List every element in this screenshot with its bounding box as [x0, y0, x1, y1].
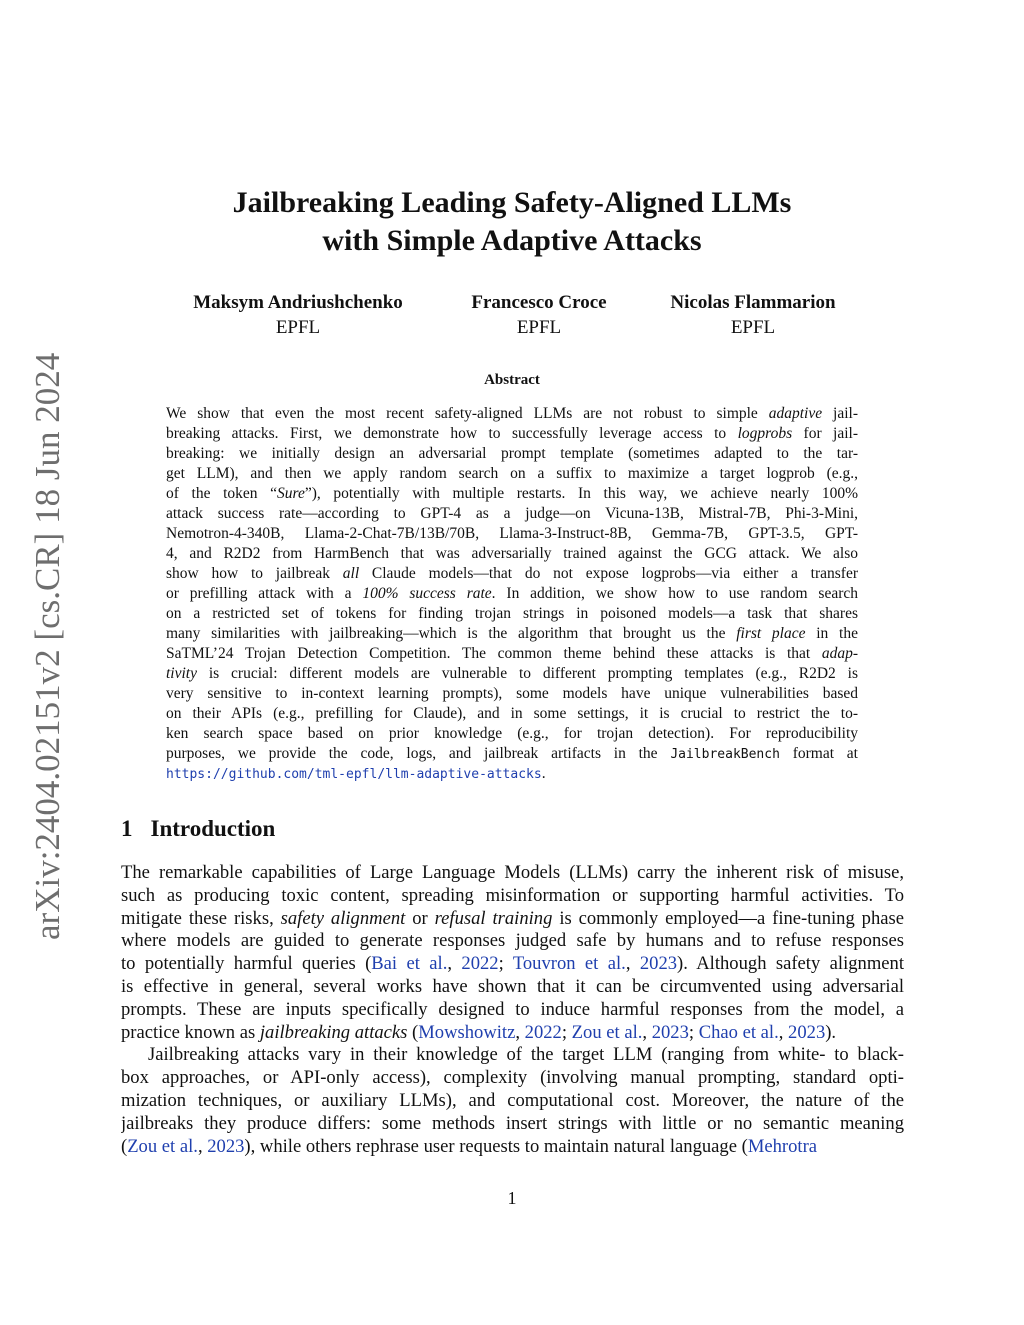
text-run: or prefilling attack with a — [166, 585, 363, 602]
text-run: Jailbreaking attacks vary in their knowledge of the target LLM (ranging from white- to black- — [148, 1044, 904, 1066]
author-affiliation: EPFL — [730, 317, 776, 338]
abstract-line — [166, 424, 858, 444]
text-run: breaking: we initially design an adversarial prompt template (sometimes adapted to the tar- — [166, 445, 858, 462]
abstract-line — [166, 444, 858, 464]
text-run: , — [642, 1021, 652, 1043]
citation-link[interactable]: 2023 — [207, 1135, 245, 1157]
text-run: prompts. These are inputs specifically designed to induce harmful responses from the model, a — [121, 998, 904, 1020]
body-line — [121, 908, 904, 931]
text-run: ), while others rephrase user requests to maintain natural language ( — [244, 1135, 748, 1157]
text-run: ). Although safety alignment — [677, 953, 904, 975]
body-line — [121, 953, 904, 976]
abstract-line — [166, 744, 858, 764]
text-run: ( — [407, 1021, 419, 1043]
abstract-body — [166, 404, 858, 784]
title-line-1: Jailbreaking Leading Safety-Aligned LLMs — [232, 186, 792, 219]
abstract-line — [166, 524, 858, 544]
text-run: , — [625, 953, 640, 975]
citation-link[interactable]: 2023 — [639, 953, 678, 975]
text-run: ken search space based on prior knowledge (e.g., for trojan detection). For reproducibility — [166, 725, 858, 742]
abstract-line — [166, 504, 858, 524]
author-name: Francesco Croce — [471, 292, 607, 313]
text-run: breaking attacks. First, we demonstrate how to successfully leverage access to — [166, 425, 738, 442]
text-run: very sensitive to in-context learning prompts), some models have unique vulnerabilities based — [166, 685, 858, 702]
text-run: ( — [121, 1135, 128, 1157]
text-run: such as producing toxic content, spreading misinformation or supporting harmful activities. To — [121, 884, 904, 906]
emphasis: 100% success rate — [362, 585, 492, 602]
body-line — [121, 1044, 904, 1067]
emphasis: jailbreaking attacks — [259, 1021, 408, 1043]
text-run: format at — [779, 745, 858, 762]
text-run: of the token “ — [166, 485, 278, 502]
text-run: , — [447, 953, 462, 975]
text-run: in the — [805, 625, 858, 642]
body-line — [121, 930, 904, 953]
author-1 — [178, 290, 418, 340]
section-heading — [121, 816, 275, 842]
section-title: Introduction — [150, 816, 276, 841]
citation-link[interactable]: Chao et al. — [698, 1021, 779, 1043]
text-run: where models are guided to generate responses judged safe by humans and to refuse responses — [121, 930, 904, 952]
abstract-line — [166, 404, 858, 424]
text-run: on a restricted set of tokens for finding trojan strings in poisoned models—a task that shares — [166, 605, 858, 622]
author-3 — [658, 290, 848, 340]
emphasis: first place — [736, 625, 806, 642]
text-run: attack success rate—according to GPT-4 as a judge—on Vicuna-13B, Mistral-7B, Phi-3-Mini, — [166, 505, 858, 522]
emphasis: logprobs — [737, 425, 793, 442]
body-line — [121, 1067, 904, 1090]
text-run: mization techniques, or auxiliary LLMs), and computational cost. Moreover, the nature of the — [121, 1089, 904, 1111]
abstract-line — [166, 644, 858, 664]
arxiv-identifier: arXiv:2404.02151v2 [cs.CR] 18 Jun 2024 — [28, 352, 67, 940]
text-run: practice known as — [121, 1021, 260, 1043]
abstract-line — [166, 724, 858, 744]
author-name: Nicolas Flammarion — [670, 292, 836, 313]
text-run: ”), potentially with multiple restarts. In this way, we achieve nearly 100% — [304, 485, 858, 502]
body-line — [121, 1022, 904, 1045]
text-run: We show that even the most recent safety-aligned LLMs are not robust to simple — [166, 405, 769, 422]
citation-link[interactable]: Zou et al. — [571, 1021, 643, 1043]
text-run: , — [515, 1021, 525, 1043]
abstract-heading: Abstract — [484, 372, 540, 388]
code-text: JailbreakBench — [670, 747, 780, 762]
text-run: ; — [561, 1021, 572, 1043]
text-run: The remarkable capabilities of Large Language Models (LLMs) carry the inherent risk of misuse, — [121, 862, 904, 883]
text-run: . — [541, 765, 546, 782]
text-run: jailbreaks they produce differs: some methods insert strings with little or no semantic meaning — [121, 1112, 904, 1134]
title-line-2: with Simple Adaptive Attacks — [322, 224, 702, 257]
text-run: , — [778, 1021, 789, 1043]
body-line — [121, 1090, 904, 1113]
abstract-line — [166, 564, 858, 584]
text-run: or — [405, 907, 435, 929]
text-run: many similarities with jailbreaking—which is the algorithm that brought us the — [166, 625, 737, 642]
abstract-line — [166, 684, 858, 704]
citation-link[interactable]: Mowshowitz — [418, 1021, 516, 1043]
text-run: ; — [498, 953, 513, 975]
author-name: Maksym Andriushchenko — [193, 292, 403, 313]
citation-link[interactable]: Bai et al. — [371, 953, 448, 975]
emphasis: refusal training — [434, 907, 553, 929]
author-2 — [464, 290, 614, 340]
text-run: to potentially harmful queries ( — [121, 953, 372, 975]
text-run: ; — [688, 1021, 699, 1043]
body-line — [121, 862, 904, 885]
citation-link[interactable]: Mehrotra — [747, 1135, 818, 1157]
text-run: is effective in general, several works have shown that it can be circumvented using adversarial — [121, 975, 904, 997]
body-line — [121, 1113, 904, 1136]
text-run: SaTML’24 Trojan Detection Competition. The common theme behind these attacks is that — [166, 645, 822, 662]
text-run: for jail- — [792, 425, 858, 442]
text-run: ). — [825, 1021, 837, 1043]
body-line — [121, 885, 904, 908]
emphasis: adap- — [821, 645, 858, 662]
emphasis: safety alignment — [280, 907, 406, 929]
text-run: . In addition, we show how to use random search — [491, 585, 858, 602]
abstract-line — [166, 484, 858, 504]
abstract-line — [166, 764, 858, 784]
text-run: , — [197, 1135, 208, 1157]
text-run: jail- — [822, 405, 858, 422]
emphasis: Sure — [277, 485, 305, 502]
page-number: 1 — [507, 1188, 517, 1208]
text-run: get LLM), and then we apply random search on a suffix to maximize a target logprob (e.g., — [166, 465, 858, 482]
citation-link[interactable]: Touvron et al. — [512, 953, 626, 975]
body-line — [121, 976, 904, 999]
citation-link[interactable]: 2023 — [651, 1021, 689, 1043]
text-run: show how to jailbreak — [166, 565, 343, 582]
emphasis: adaptive — [768, 405, 823, 422]
abstract-line — [166, 664, 858, 684]
citation-link[interactable]: 2023 — [788, 1021, 826, 1043]
text-run: purposes, we provide the code, logs, and jailbreak artifacts in the — [166, 745, 671, 762]
text-run: Claude models—that do not expose logprobs—via either a transfer — [359, 565, 858, 582]
emphasis: all — [342, 565, 360, 582]
author-affiliation: EPFL — [516, 317, 562, 338]
abstract-line — [166, 584, 858, 604]
text-run: Nemotron-4-340B, Llama-2-Chat-7B/13B/70B, Llama-3-Instruct-8B, Gemma-7B, GPT-3.5, GPT- — [166, 525, 858, 542]
text-run: box approaches, or API-only access), complexity (involving manual prompting, standard opti- — [121, 1067, 904, 1089]
abstract-line — [166, 624, 858, 644]
text-run: is crucial: different models are vulnerable to different prompting templates (e.g., R2D2 is — [197, 665, 858, 682]
body-line — [121, 999, 904, 1022]
text-run: on their APIs (e.g., prefilling for Claude), and in some settings, it is crucial to restrict the to- — [166, 705, 858, 722]
paper-title — [150, 184, 874, 260]
abstract-line — [166, 704, 858, 724]
repository-link[interactable]: https://github.com/tml-epfl/llm-adaptive-attacks — [166, 767, 542, 782]
abstract-line — [166, 544, 858, 564]
emphasis: tivity — [166, 665, 197, 682]
introduction-body — [121, 862, 904, 1158]
text-run: 4, and R2D2 from HarmBench that was adversarially trained against the GCG attack. We also — [166, 545, 858, 562]
abstract-line — [166, 604, 858, 624]
citation-link[interactable]: Zou et al. — [127, 1135, 198, 1157]
citation-link[interactable]: 2022 — [461, 953, 499, 975]
section-number: 1 — [121, 816, 133, 841]
citation-link[interactable]: 2022 — [524, 1021, 562, 1043]
abstract-line — [166, 464, 858, 484]
text-run: is commonly employed—a fine-tuning phase — [552, 907, 904, 929]
text-run: mitigate these risks, — [121, 907, 281, 929]
author-affiliation: EPFL — [275, 317, 321, 338]
body-line — [121, 1136, 904, 1159]
